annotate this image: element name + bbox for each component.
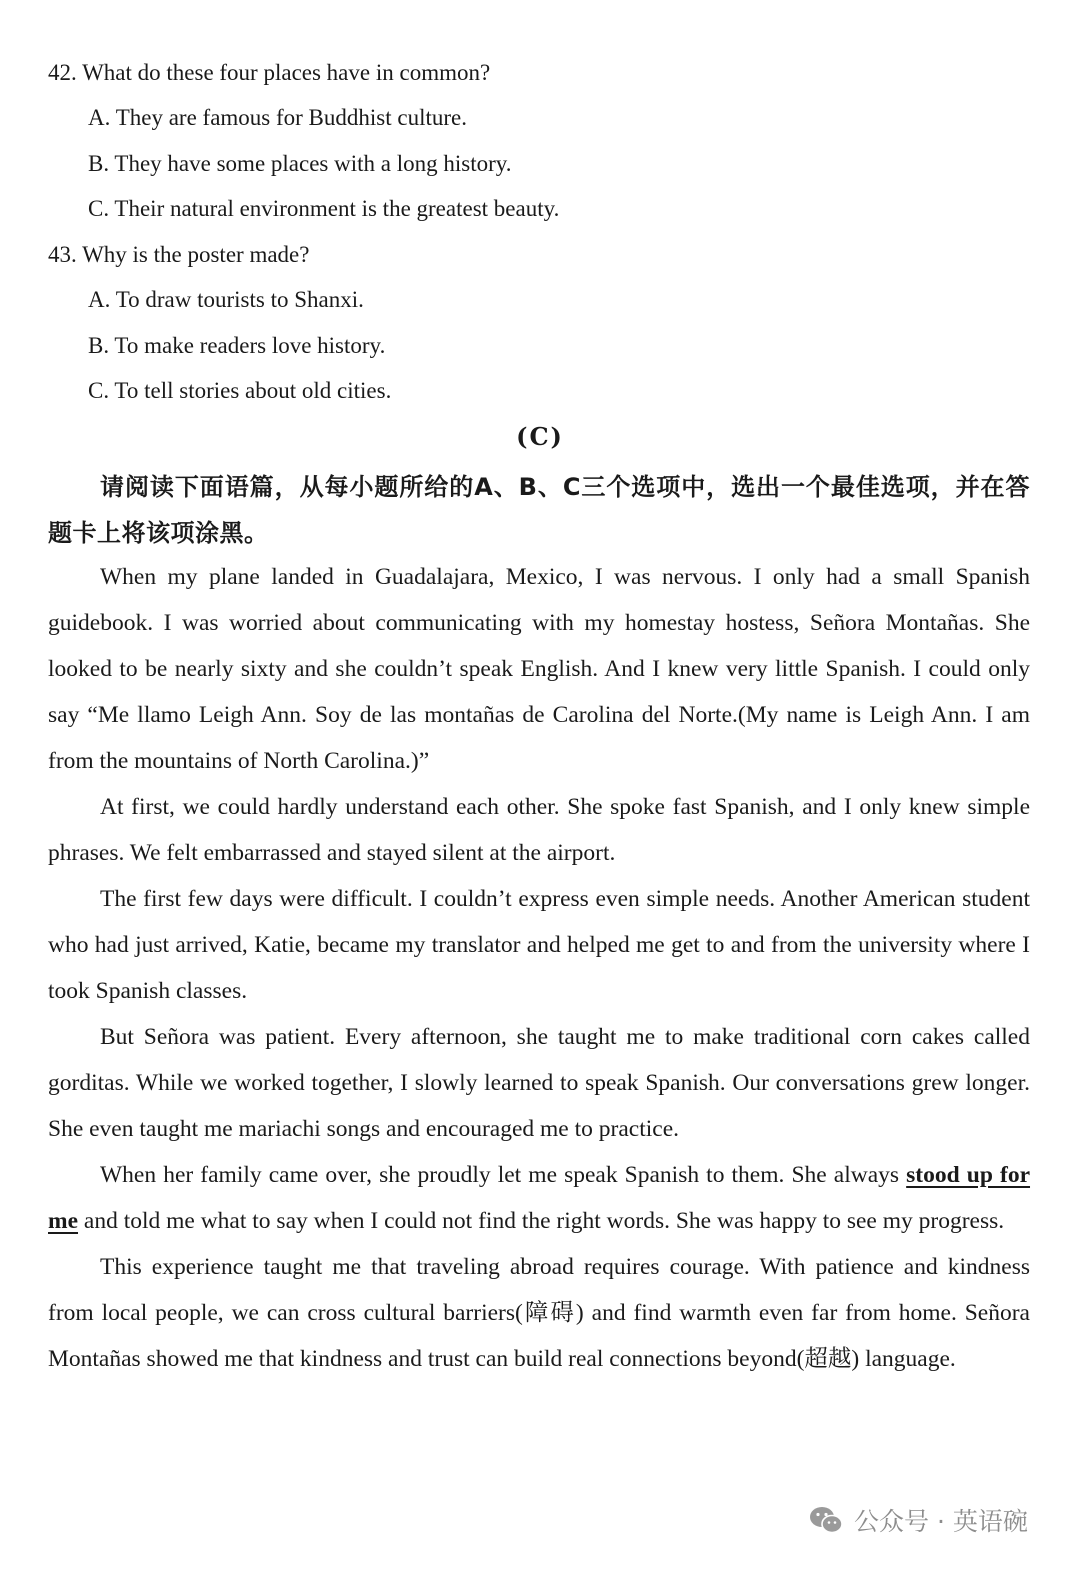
section-instructions: 请阅读下面语篇，从每小题所给的A、B、C三个选项中，选出一个最佳选项，并在答题卡上将该项涂黑。 <box>48 473 1030 547</box>
paragraph-5-text-end: and told me what to say when I could not find the right words. She was happy to see my progress. <box>78 1208 1005 1234</box>
wechat-icon <box>808 1505 844 1535</box>
question-43-option-c: C. To tell stories about old cities. <box>88 378 392 403</box>
question-43-option-a: A. To draw tourists to Shanxi. <box>88 287 364 312</box>
watermark-text: 公众号 · 英语碗 <box>854 1507 1028 1536</box>
passage-paragraph-5 <box>48 1152 1030 1244</box>
underlined-phrase: stood up for me <box>48 1162 1031 1234</box>
paragraph-5-text-start: When her family came over, she proudly let me speak Spanish to them. She always <box>100 1162 907 1188</box>
question-43-option-b: B. To make readers love history. <box>88 333 386 358</box>
watermark <box>808 1500 1028 1540</box>
question-42-stem: 42. What do these four places have in common? <box>48 60 491 85</box>
question-43-stem: 43. Why is the poster made? <box>48 242 310 267</box>
passage-paragraph-4: But Señora was patient. Every afternoon, she taught me to make traditional corn cakes called gorditas. While we worked together, I slowly learned to speak Spanish. Our conversations grew longer. She even taught me mariachi songs and encouraged me to practice. <box>48 1024 1030 1142</box>
passage-paragraph-2: At first, we could hardly understand each other. She spoke fast Spanish, and I only knew simple phrases. We felt embarrassed and stayed silent at the airport. <box>48 794 1030 866</box>
question-42-option-a: A. They are famous for Buddhist culture. <box>88 105 467 130</box>
passage-paragraph-3: The first few days were difficult. I couldn’t express even simple needs. Another American student who had just arrived, Katie, became my translator and helped me get to and from the university where I took Spanish classes. <box>48 886 1030 1004</box>
question-42-option-c: C. Their natural environment is the greatest beauty. <box>88 196 560 221</box>
question-42-option-b: B. They have some places with a long history. <box>88 151 512 176</box>
passage-paragraph-6: This experience taught me that traveling abroad requires courage. With patience and kindness from local people, we can cross cultural barriers(障碍) and find warmth even far from home. Señora Montañas showed me that kindness and trust can build real connections beyond(超越) language. <box>48 1254 1030 1372</box>
section-label: (C) <box>516 422 564 451</box>
passage-paragraph-1: When my plane landed in Guadalajara, Mexico, I was nervous. I only had a small Spanish guidebook. I was worried about communicating with my homestay hostess, Señora Montañas. She looked to be nearly sixty and she couldn’t speak English. And I knew very little Spanish. I could only say “Me llamo Leigh Ann. Soy de las montañas de Carolina del Norte.(My name is Leigh Ann. I am from the mountains of North Carolina.)” <box>48 564 1030 774</box>
reading-passage <box>48 554 1030 1382</box>
